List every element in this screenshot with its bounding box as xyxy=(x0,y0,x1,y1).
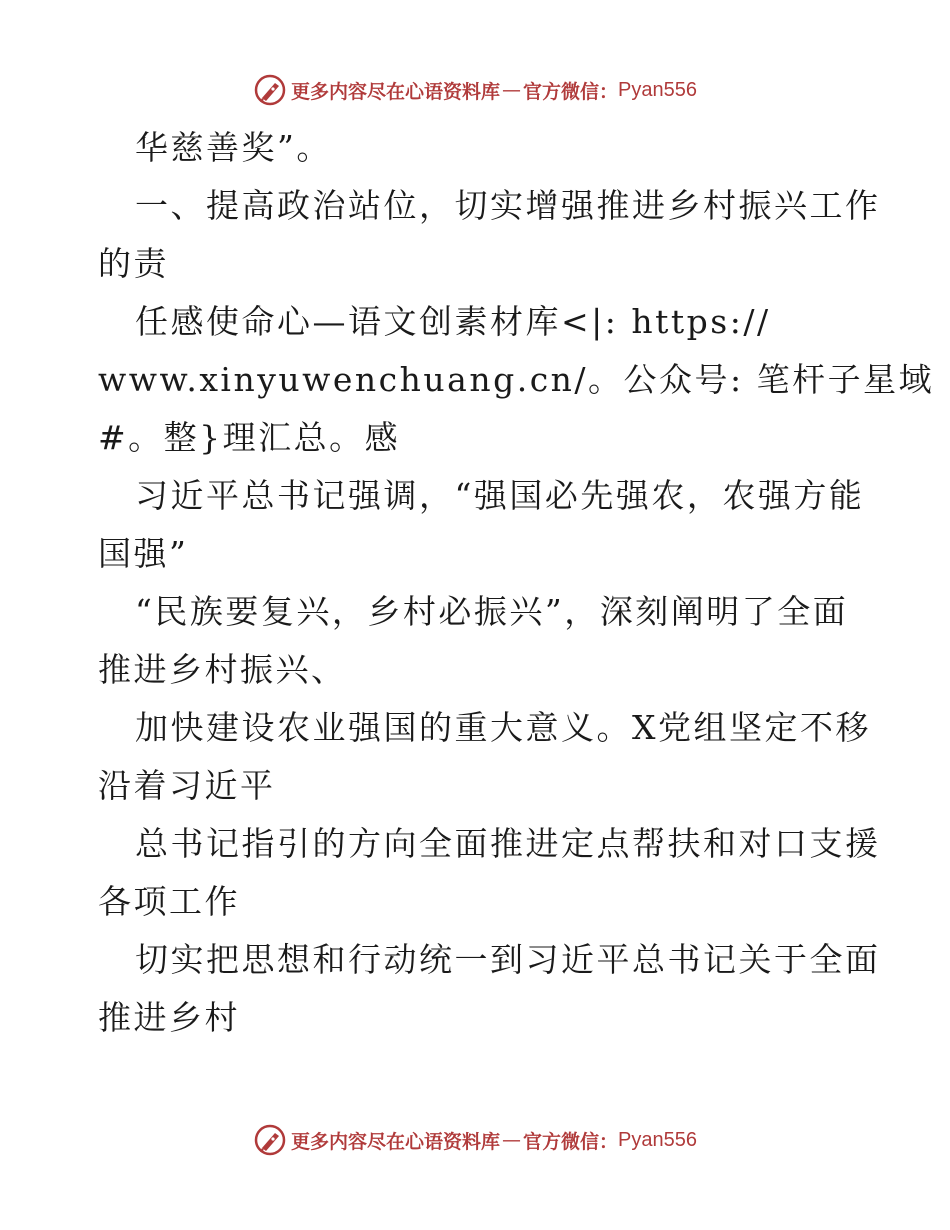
banner-separator: — xyxy=(502,79,522,101)
body-line: 各项工作 xyxy=(98,882,240,921)
body-line: 加快建设农业强国的重大意义。X党组坚定不移 xyxy=(135,708,871,747)
body-line: 总书记指引的方向全面推进定点帮扶和对口支援 xyxy=(135,824,881,863)
body-line: 切实把思想和行动统一到习近平总书记关于全面 xyxy=(135,940,881,979)
body-line: 推进乡村振兴、 xyxy=(98,650,347,689)
body-line: 推进乡村 xyxy=(98,998,240,1037)
banner-separator: — xyxy=(502,1129,522,1151)
pen-nib-logo-icon xyxy=(253,1123,287,1157)
header-banner xyxy=(0,70,950,110)
body-line: 的责 xyxy=(98,244,169,283)
body-line: 一、提高政治站位，切实增强推进乡村振兴工作 xyxy=(135,186,881,225)
banner-wechat-id: Pyan556 xyxy=(618,1128,697,1151)
body-line: “民族要复兴，乡村必振兴”，深刻阐明了全面 xyxy=(135,592,849,631)
banner-main-text: 更多内容尽在心语资料库 xyxy=(291,1130,501,1153)
footer-banner xyxy=(0,1120,950,1160)
body-line: 习近平总书记强调，“强国必先强农，农强方能 xyxy=(135,476,865,515)
body-line: 华慈善奖”。 xyxy=(135,128,332,167)
pen-nib-logo-icon xyxy=(253,73,287,107)
banner-wechat-id: Pyan556 xyxy=(618,78,697,101)
banner-main-text: 更多内容尽在心语资料库 xyxy=(291,80,501,103)
banner-wechat-label: 官方微信： xyxy=(523,80,619,103)
banner-wechat-label: 官方微信： xyxy=(523,1130,619,1153)
body-line: 任感使命心—语文创素材库<|: https:// xyxy=(135,302,771,341)
body-line: 沿着习近平 xyxy=(98,766,276,805)
body-line: 国强” xyxy=(98,534,189,573)
body-line: www.xinyuwenchuang.cn/。公众号: 笔杆子星域 xyxy=(98,360,935,399)
body-line: #。整}理汇总。感 xyxy=(98,418,401,457)
